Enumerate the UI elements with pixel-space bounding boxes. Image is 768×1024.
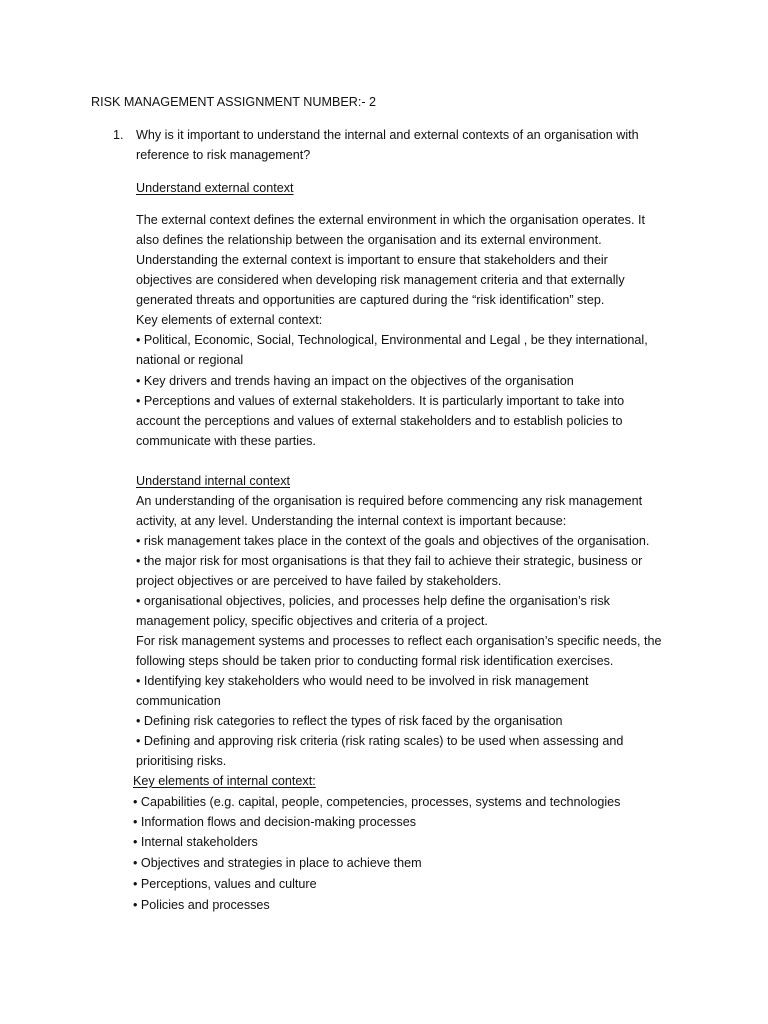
external-context-line: national or regional [136,353,244,367]
internal-context-line: project objectives or are perceived to have failed by stakeholders. [136,574,502,588]
question-line: reference to risk management? [136,148,311,162]
internal-key-element: • Objectives and strategies in place to achieve them [133,856,422,870]
external-context-line: • Key drivers and trends having an impact on the objectives of the organisation [136,374,574,388]
internal-context-line: • Identifying key stakeholders who would need to be involved in risk management [136,674,589,688]
internal-context-line: activity, at any level. Understanding the internal context is important because: [136,514,567,528]
internal-context-line: • the major risk for most organisations is that they fail to achieve their strategic, business or [136,554,643,568]
internal-context-line: • Defining risk categories to reflect the types of risk faced by the organisation [136,714,563,728]
internal-context-heading: Understand internal context [136,474,291,488]
internal-context-line: • organisational objectives, policies, and processes help define the organisation’s risk [136,594,610,608]
external-context-heading: Understand external context [136,181,294,195]
internal-context-line: communication [136,694,221,708]
internal-context-line: following steps should be taken prior to conducting formal risk identification exercises. [136,654,614,668]
question-number: 1. [113,128,124,142]
external-context-line: Understanding the external context is important to ensure that stakeholders and their [136,253,608,267]
internal-context-line: prioritising risks. [136,754,227,768]
question-line: Why is it important to understand the internal and external contexts of an organisation with [136,128,639,142]
internal-key-element: • Capabilities (e.g. capital, people, competencies, processes, systems and technologies [133,795,621,809]
external-context-line: • Political, Economic, Social, Technological, Environmental and Legal , be they international, [136,333,648,347]
internal-key-element: • Internal stakeholders [133,835,258,849]
external-context-line: generated threats and opportunities are captured during the “risk identification” step. [136,293,605,307]
internal-context-line: • risk management takes place in the context of the goals and objectives of the organisation. [136,534,650,548]
internal-context-line: An understanding of the organisation is required before commencing any risk management [136,494,643,508]
internal-context-line: • Defining and approving risk criteria (risk rating scales) to be used when assessing and [136,734,624,748]
external-context-line: objectives are considered when developing risk management criteria and that externally [136,273,625,287]
external-context-line: • Perceptions and values of external stakeholders. It is particularly important to take into [136,394,625,408]
external-context-line: communicate with these parties. [136,434,316,448]
internal-key-element: • Information flows and decision-making processes [133,815,417,829]
internal-key-elements-heading: Key elements of internal context: [133,774,316,788]
external-context-line: also defines the relationship between the organisation and its external environment. [136,233,602,247]
external-context-line: Key elements of external context: [136,313,323,327]
external-context-line: The external context defines the external environment in which the organisation operates. It [136,213,645,227]
internal-context-line: For risk management systems and processes to reflect each organisation’s specific needs, the [136,634,662,648]
document-title: RISK MANAGEMENT ASSIGNMENT NUMBER:- 2 [91,95,377,109]
internal-key-element: • Policies and processes [133,898,270,912]
external-context-line: account the perceptions and values of external stakeholders and to establish policies to [136,414,623,428]
internal-key-element: • Perceptions, values and culture [133,877,317,891]
internal-context-line: management policy, specific objectives and criteria of a project. [136,614,488,628]
